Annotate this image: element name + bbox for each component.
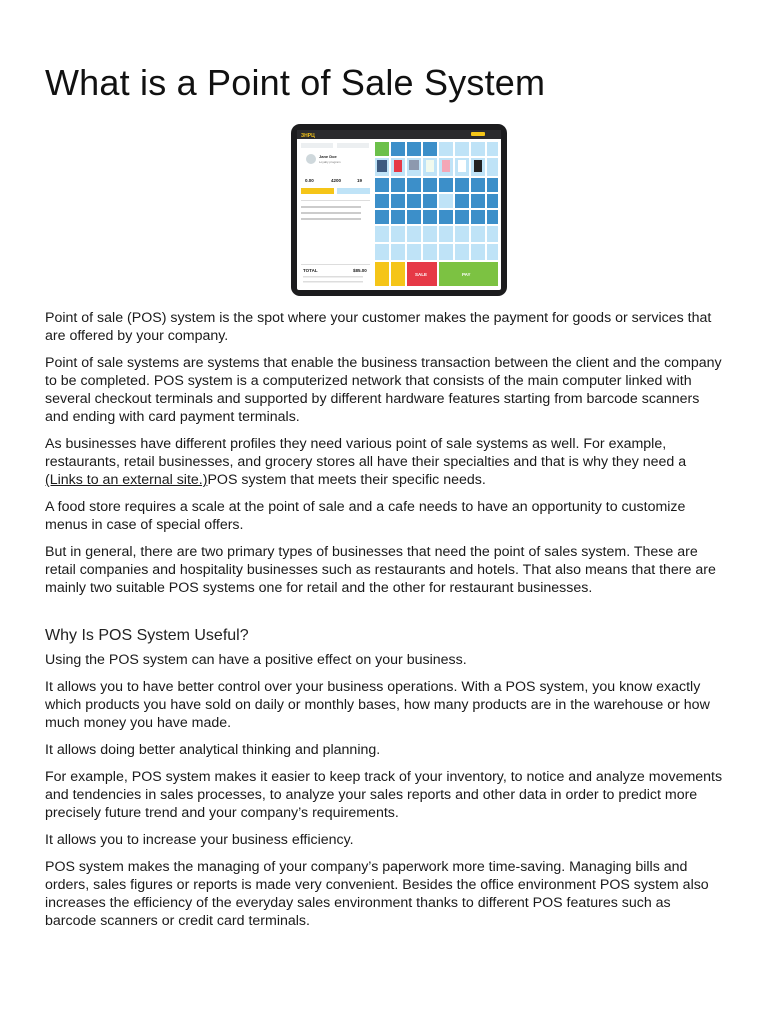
section-heading: Why Is POS System Useful?	[45, 627, 249, 644]
paragraph: It allows you to increase your business efficiency.	[45, 832, 354, 848]
paragraph-text: POS system that meets their specific needs.	[207, 472, 486, 488]
paragraph: It allows doing better analytical thinking and planning.	[45, 742, 381, 758]
paragraph: Point of sale systems are systems that enable the business transaction between the client and the company to be completed. POS system is a computerized network that consists of the main computer linked with several checkout terminals and supported by different hardware features starting from barcode scanners and ending with card payment terminals.	[45, 355, 722, 425]
article-body	[45, 309, 725, 939]
pos-stat-1: 0.00	[305, 178, 314, 183]
pos-pay-label: PAY	[462, 272, 471, 277]
pos-stat-3: 19	[357, 178, 363, 183]
paragraph-text: As businesses have different profiles they need various point of sale systems as well. For example, restaurants, retail businesses, and grocery stores all have their specialties and that is why they need a	[45, 436, 687, 470]
pos-total-value: $85.00	[353, 268, 367, 273]
pos-brand: ЗНРЦ	[301, 133, 315, 139]
paragraph: Point of sale (POS) system is the spot where your customer makes the payment for goods or services that are offered by your company.	[45, 310, 712, 344]
pos-customer-sub: Loyalty program	[319, 160, 341, 164]
pos-total-label: TOTAL	[303, 268, 318, 273]
pos-tablet-image	[291, 124, 507, 296]
pos-customer-name: Jane Doe	[319, 154, 337, 159]
page-title: What is a Point of Sale System	[45, 62, 546, 103]
paragraph: Using the POS system can have a positive effect on your business.	[45, 652, 467, 668]
paragraph: It allows you to have better control over your business operations. With a POS system, you know exactly which products you have sold on daily or monthly bases, how many products are in the warehouse or how much money you have made.	[45, 679, 710, 731]
paragraph: But in general, there are two primary types of businesses that need the point of sales system. These are retail companies and hospitality businesses such as restaurants and hotels. That also means that there are mainly two suitable POS systems one for retail and the other for restaurant businesses.	[45, 544, 716, 596]
pos-tile-grid	[375, 142, 498, 286]
paragraph: For example, POS system makes it easier to keep track of your inventory, to notice and analyze movements and tendencies in sales processes, to analyze your sales reports and other data in order to predict more precisely future trend and your company’s requirements.	[45, 769, 723, 821]
paragraph: POS system makes the managing of your company’s paperwork more time-saving. Managing bills and orders, sales figures or reports is made very convenient. Besides the office environment POS system also increases the efficiency of the everyday sales environment thanks to different POS features such as barcode scanners or credit card terminals.	[45, 859, 709, 929]
paragraph: A food store requires a scale at the point of sale and a cafe needs to have an opportunity to customize menus in case of special offers.	[45, 499, 686, 533]
paragraph	[45, 435, 725, 489]
external-site-link[interactable]: (Links to an external site.)	[45, 472, 208, 488]
pos-sale-label: SALE	[415, 272, 428, 277]
pos-stat-2: 4200	[331, 178, 342, 183]
